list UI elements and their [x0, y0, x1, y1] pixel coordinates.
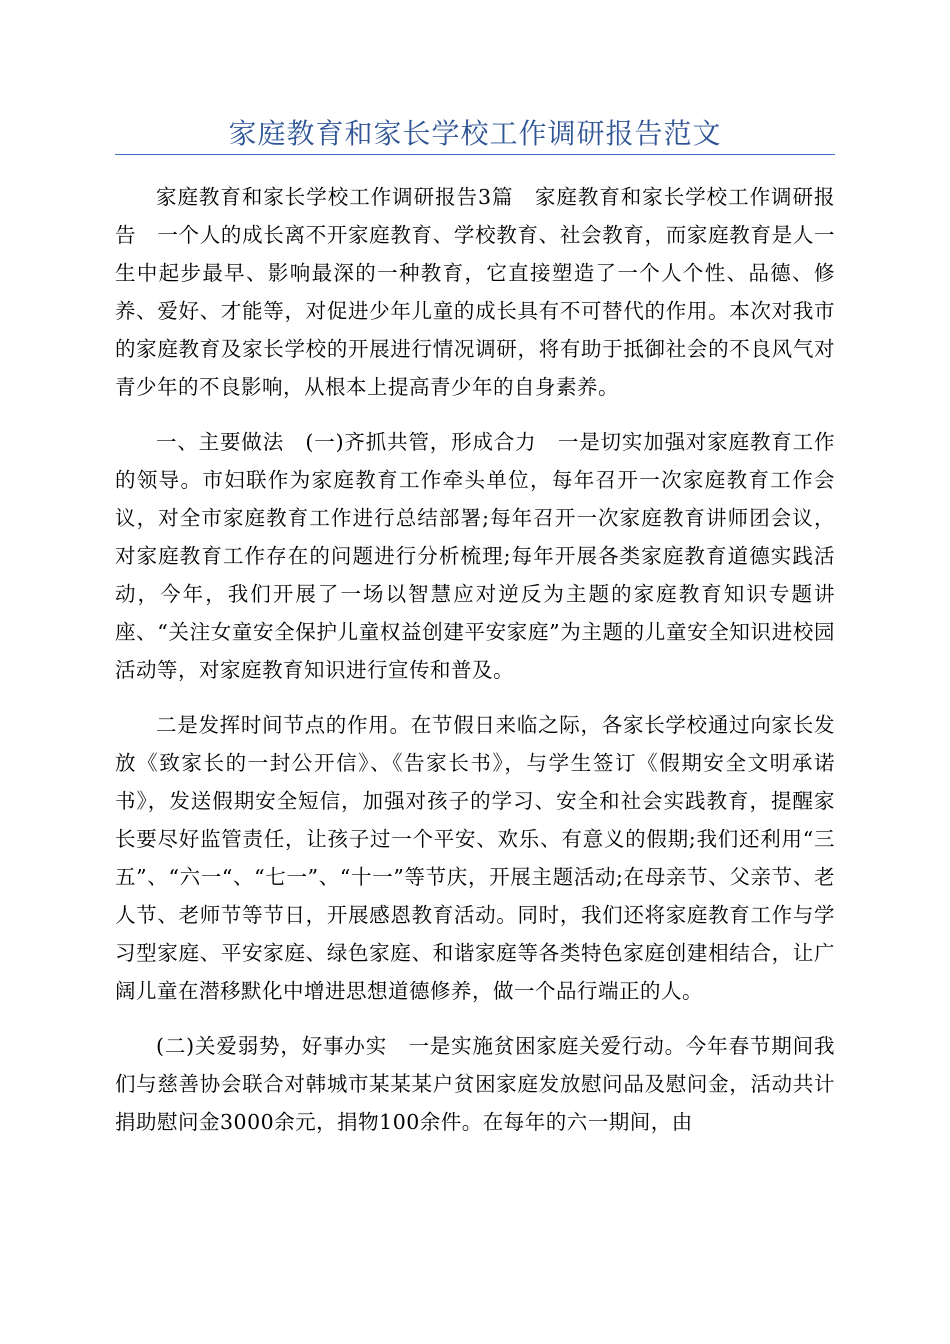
document-body: [115, 178, 835, 1158]
paragraph-main-practices: 一、主要做法 (一)齐抓共管，形成合力 一是切实加强对家庭教育工作的领导。市妇联作为家庭教育工作牵头单位，每年召开一次家庭教育工作会议，对全市家庭教育工作进行总结部署;每年召开一次家庭教育讲师团会议，对家庭教育工作存在的问题进行分析梳理;每年开展各类家庭教育道德实践活动，今年，我们开展了一场以智慧应对逆反为主题的家庭教育知识专题讲座、“关注女童安全保护儿童权益创建平安家庭”为主题的儿童安全知识进校园活动等，对家庭教育知识进行宣传和普及。: [115, 430, 835, 682]
paragraph-care-vulnerable: (二)关爱弱势，好事办实 一是实施贫困家庭关爱行动。今年春节期间我们与慈善协会联合对韩城市某某某户贫困家庭发放慰问品及慰问金，活动共计捐助慰问金3000余元，捐物100余件。在每年的六一期间，由: [115, 1034, 835, 1134]
document-title: 家庭教育和家长学校工作调研报告范文: [228, 117, 722, 150]
title-underline: [115, 154, 835, 155]
paragraph-time-nodes: 二是发挥时间节点的作用。在节假日来临之际，各家长学校通过向家长发放《致家长的一封公开信》、《告家长书》，与学生签订《假期安全文明承诺书》，发送假期安全短信，加强对孩子的学习、安全和社会实践教育，提醒家长要尽好监管责任，让孩子过一个平安、欢乐、有意义的假期;我们还利用“三五”、“六一“、“七一”、“十一”等节庆，开展主题活动;在母亲节、父亲节、老人节、老师节等节日，开展感恩教育活动。同时，我们还将家庭教育工作与学习型家庭、平安家庭、绿色家庭、和谐家庭等各类特色家庭创建相结合，让广阔儿童在潜移默化中增进思想道德修养，做一个品行端正的人。: [115, 713, 835, 1003]
paragraph-intro: 家庭教育和家长学校工作调研报告3篇 家庭教育和家长学校工作调研报告 一个人的成长离不开家庭教育、学校教育、社会教育，而家庭教育是人一生中起步最早、影响最深的一种教育，它直接塑造了一个人个性、品德、修养、爱好、才能等，对促进少年儿童的成长具有不可替代的作用。本次对我市的家庭教育及家长学校的开展进行情况调研，将有助于抵御社会的不良风气对青少年的不良影响，从根本上提高青少年的自身素养。: [115, 185, 835, 399]
